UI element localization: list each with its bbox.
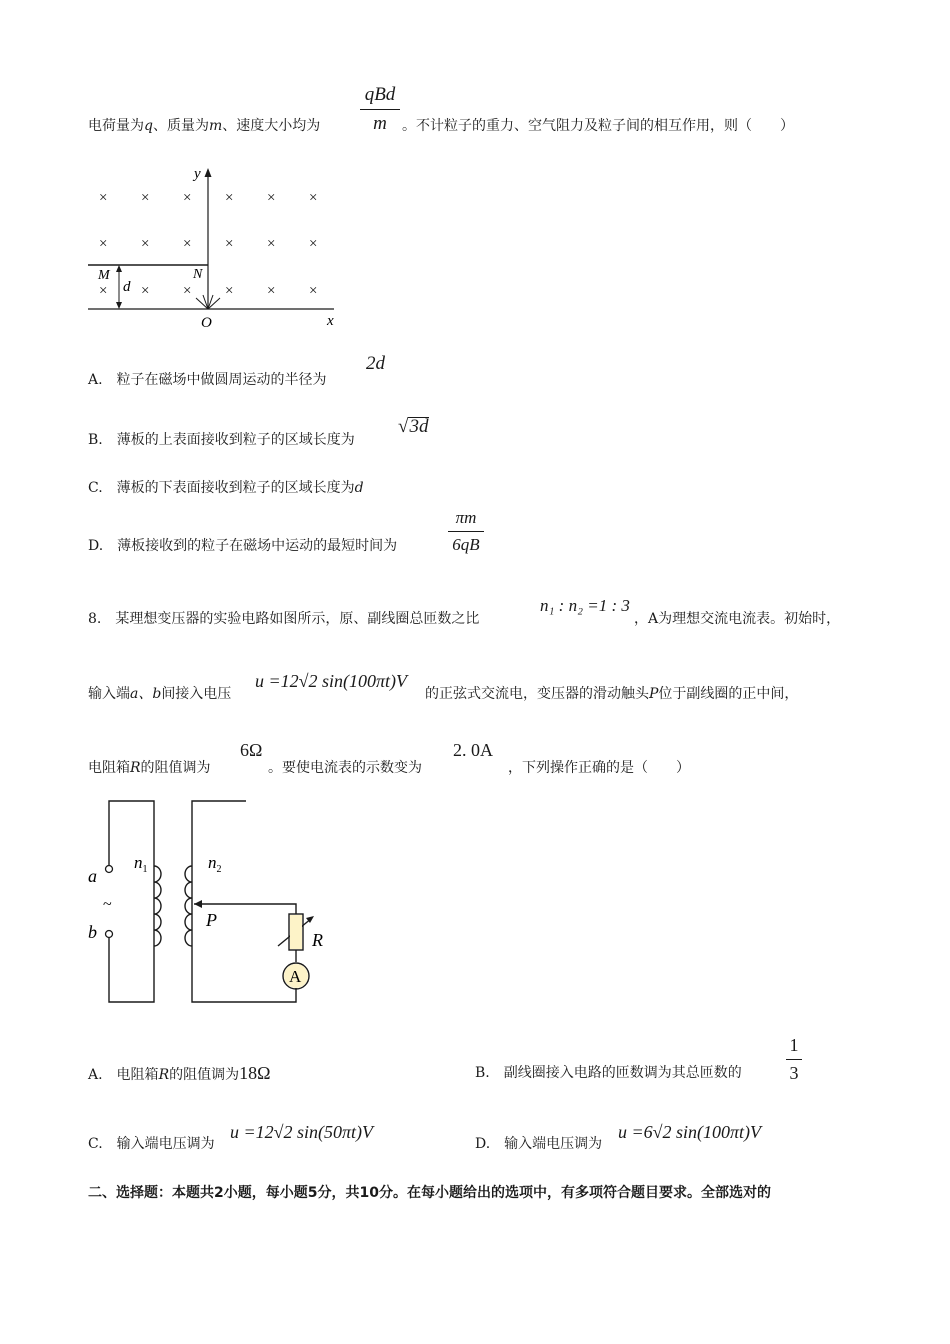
- sqrt-radicand: 3d: [409, 416, 429, 437]
- label-b: b: [88, 922, 97, 942]
- q7-stem-text-3: 、速度大小均为: [222, 118, 321, 134]
- label-N: N: [193, 267, 203, 282]
- q8-turns-ratio: n₁ : n₂ =1 : 3: [540, 596, 630, 615]
- fraction-bar: [448, 531, 484, 532]
- q7-stem-text-2: 、质量为: [152, 118, 209, 134]
- q7-option-b[interactable]: [88, 430, 355, 450]
- frac-num: πm: [455, 508, 477, 527]
- q8-var-ab: a、b: [130, 686, 162, 702]
- q8-resistance: 6Ω: [240, 740, 263, 760]
- field-mark: ×: [309, 236, 318, 252]
- frac-den: 3: [789, 1063, 799, 1083]
- ac-symbol: ~: [103, 896, 112, 913]
- q7-speed-fraction: [360, 84, 400, 135]
- q7-stem-post: 。不计粒子的重力、空气阻力及粒子间的相互作用，则（ ）: [402, 118, 794, 134]
- ammeter-label: A: [289, 967, 302, 986]
- label-n2: $n_2$: [208, 853, 222, 875]
- field-mark: ×: [183, 190, 192, 206]
- q7-option-b-math: [398, 416, 429, 438]
- q7-option-d-text: D. 薄板接收到的粒子在磁场中运动的最短时间为: [88, 538, 398, 554]
- q8-stem-line3-post: ，下列操作正确的是（ ）: [508, 760, 690, 776]
- q8-option-d-text: D. 输入端电压调为: [475, 1136, 603, 1152]
- frac-num: 1: [789, 1035, 799, 1055]
- field-mark: ×: [99, 236, 108, 252]
- q7-option-a-math: 2d: [366, 353, 385, 374]
- q8-option-b-fraction: [786, 1035, 802, 1084]
- field-mark: ×: [267, 283, 276, 299]
- q7-option-a[interactable]: [88, 370, 327, 390]
- q8-option-a[interactable]: [88, 1063, 271, 1085]
- q8-option-d[interactable]: [475, 1134, 602, 1154]
- q7-option-a-text: A. 粒子在磁场中做圆周运动的半径为: [88, 372, 327, 388]
- fraction-bar: [786, 1059, 802, 1060]
- label-d: d: [123, 279, 131, 295]
- q8-transformer-circuit: [84, 796, 344, 1010]
- axis-x-label: x: [327, 313, 334, 329]
- q8-option-c-math: u =12√2 sin(50πt)V: [230, 1122, 374, 1142]
- q8-option-a-text: A. 电阻箱: [88, 1067, 159, 1083]
- field-mark: ×: [225, 283, 234, 299]
- field-mark: ×: [267, 190, 276, 206]
- q8-text: 位于副线圈的正中间，: [658, 686, 799, 702]
- q7-stem: [88, 116, 320, 136]
- sqrt-sign: √: [398, 416, 409, 437]
- q8-text: 的正弦式交流电，变压器的滑动触头: [425, 686, 649, 702]
- label-n1: $n_1$: [134, 853, 148, 875]
- q8-option-c-text: C. 输入端电压调为: [88, 1136, 215, 1152]
- field-mark: ×: [225, 236, 234, 252]
- q7-magnetic-field-figure: [86, 162, 346, 332]
- q8-voltage: u =12√2 sin(100πt)V: [255, 671, 408, 691]
- terminal-b: [106, 931, 113, 938]
- label-p: P: [206, 910, 217, 930]
- q7-option-c-text: C. 薄板的下表面接收到粒子的区域长度为: [88, 480, 355, 496]
- q8-text: 8. 某理想变压器的实验电路如图所示，原、副线圈总匝数之比: [88, 611, 480, 627]
- q8-text: 输入端: [88, 686, 130, 702]
- field-mark: ×: [183, 283, 192, 299]
- q8-stem-line3: [88, 758, 211, 778]
- q8-option-a-text-2: 的阻值调为: [169, 1067, 240, 1083]
- q8-stem-line1-post: ，A为理想交流电流表。初始时，: [634, 611, 841, 627]
- q8-option-d-math: u =6√2 sin(100πt)V: [618, 1122, 762, 1142]
- q8-text: 电阻箱: [88, 760, 130, 776]
- q8-option-a-var-r: R: [158, 1067, 170, 1083]
- q8-text: 的阻值调为: [140, 760, 211, 776]
- q7-option-b-text: B. 薄板的上表面接收到粒子的区域长度为: [88, 432, 355, 448]
- label-a: a: [88, 866, 97, 886]
- field-mark: ×: [183, 236, 192, 252]
- q8-var-r: R: [130, 760, 141, 776]
- q7-var-m: m: [208, 118, 223, 134]
- label-M: M: [98, 268, 110, 283]
- q8-stem-line2-post: [425, 684, 798, 704]
- section-2-heading: 二、选择题：本题共2小题，每小题5分，共10分。在每小题给出的选项中，有多项符合题目要求。全部选对的: [88, 1185, 771, 1201]
- q7-stem-text: 电荷量为: [88, 118, 144, 134]
- q7-option-c-math: d: [354, 480, 364, 496]
- q8-var-p: P: [649, 686, 659, 702]
- q7-frac-den: m: [373, 113, 387, 134]
- field-mark: ×: [309, 190, 318, 206]
- axis-y-label: y: [194, 166, 201, 182]
- field-mark: ×: [141, 236, 150, 252]
- q8-option-c[interactable]: [88, 1134, 215, 1154]
- field-mark: ×: [309, 283, 318, 299]
- q7-frac-num: qBd: [364, 84, 396, 105]
- label-r: R: [312, 930, 323, 950]
- q8-stem-line1: [88, 609, 479, 629]
- field-mark: ×: [267, 236, 276, 252]
- q8-option-a-math: 18Ω: [239, 1063, 271, 1083]
- terminal-a: [106, 866, 113, 873]
- frac-den: 6qB: [452, 535, 480, 554]
- q8-option-b[interactable]: [475, 1063, 742, 1083]
- q8-stem-line3-mid2: 。要使电流表的示数变为: [268, 760, 422, 776]
- field-mark: ×: [99, 283, 108, 299]
- origin-label: O: [201, 315, 212, 331]
- q8-stem-line2: [88, 684, 231, 704]
- field-mark: ×: [141, 283, 150, 299]
- q8-option-b-text: B. 副线圈接入电路的匝数调为其总匝数的: [475, 1065, 742, 1081]
- q8-text: 间接入电压: [161, 686, 232, 702]
- field-mark: ×: [99, 190, 108, 206]
- fraction-bar: [360, 109, 400, 110]
- field-mark: ×: [141, 190, 150, 206]
- q7-var-q: q: [144, 118, 153, 134]
- q7-option-c[interactable]: [88, 478, 364, 498]
- q7-option-d-fraction: [448, 508, 484, 555]
- q7-option-d[interactable]: [88, 536, 397, 556]
- q8-current: 2. 0A: [453, 740, 493, 760]
- field-mark: ×: [225, 190, 234, 206]
